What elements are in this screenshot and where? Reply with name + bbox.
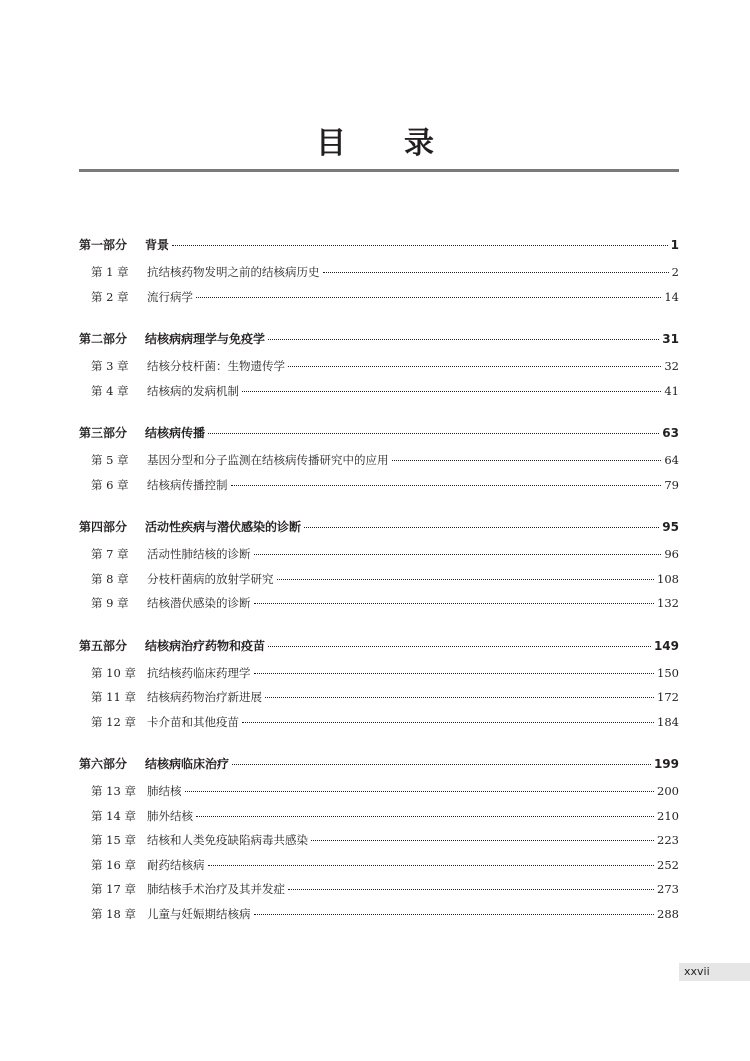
leader-dots (172, 245, 668, 246)
entry-title: 结核潜伏感染的诊断 (147, 596, 251, 610)
entry-page: 64 (664, 453, 679, 467)
leader-dots (254, 673, 655, 674)
toc-chapter-entry[interactable] (79, 906, 679, 931)
toc-chapter-entry[interactable] (79, 264, 679, 289)
num: 第 13 章 (91, 784, 136, 798)
num: 第 12 章 (91, 714, 136, 729)
num: 第 3 章 (91, 359, 129, 373)
num: 第 4 章 (91, 383, 129, 398)
entry-page: 288 (657, 906, 679, 921)
entry-title: 背景 (145, 238, 170, 252)
num: 第一部分 (79, 238, 128, 252)
toc-chapter-entry[interactable] (79, 595, 679, 620)
num: 第 8 章 (91, 571, 129, 586)
page-number: xxvii (684, 965, 710, 978)
entry-title: 抗结核药临床药理学 (147, 665, 251, 680)
entry-title: 结核病药物治疗新进展 (147, 690, 262, 704)
num: 第 15 章 (91, 833, 136, 847)
toc-chapter-entry[interactable] (79, 477, 679, 502)
leader-dots (268, 339, 659, 340)
leader-dots (277, 579, 655, 580)
toc-part-entry[interactable] (79, 518, 679, 542)
entry-title: 分枝杆菌病的放射学研究 (147, 571, 274, 586)
num: 第 9 章 (91, 596, 129, 610)
leader-dots (208, 865, 655, 866)
toc-chapter-entry[interactable] (79, 808, 679, 833)
leader-dots (392, 460, 662, 461)
num: 第 6 章 (91, 477, 129, 492)
entry-title: 耐药结核病 (147, 857, 205, 872)
num: 第 7 章 (91, 547, 129, 561)
leader-dots (196, 816, 654, 817)
toc-chapter-entry[interactable] (79, 857, 679, 882)
leader-dots (254, 603, 655, 604)
toc-chapter-entry[interactable] (79, 546, 679, 571)
toc-chapter-entry[interactable] (79, 783, 679, 808)
entry-title: 结核病传播控制 (147, 477, 228, 492)
entry-page: 200 (657, 784, 679, 798)
entry-title: 肺结核 (147, 784, 182, 798)
leader-dots (254, 914, 655, 915)
toc-chapter-entry[interactable] (79, 714, 679, 739)
title-rule (79, 169, 679, 172)
entry-title: 抗结核药物发明之前的结核病历史 (147, 265, 320, 279)
toc-part-entry[interactable] (79, 637, 679, 661)
num: 第 17 章 (91, 882, 136, 896)
leader-dots (311, 840, 654, 841)
toc-part-entry[interactable] (79, 330, 679, 354)
num: 第 10 章 (91, 665, 136, 680)
entry-title: 儿童与妊娠期结核病 (147, 906, 251, 921)
num: 第四部分 (79, 520, 128, 534)
page-title: 目录 (316, 126, 492, 161)
entry-title: 结核病的发病机制 (147, 383, 239, 398)
entry-page: 150 (657, 665, 679, 680)
page-number-tab (679, 963, 750, 981)
leader-dots (196, 297, 661, 298)
entry-title: 肺结核手术治疗及其并发症 (147, 882, 285, 896)
leader-dots (288, 889, 654, 890)
entry-page: 252 (657, 857, 679, 872)
leader-dots (268, 646, 651, 647)
num: 第 18 章 (91, 906, 136, 921)
entry-page: 108 (657, 571, 679, 586)
leader-dots (185, 791, 655, 792)
toc-chapter-entry[interactable] (79, 289, 679, 314)
num: 第六部分 (79, 757, 128, 771)
num: 第 16 章 (91, 857, 136, 872)
leader-dots (242, 722, 654, 723)
entry-page: 172 (657, 690, 679, 704)
entry-title: 结核病临床治疗 (145, 757, 230, 771)
leader-dots (304, 527, 659, 528)
toc-chapter-entry[interactable] (79, 358, 679, 383)
leader-dots (242, 391, 661, 392)
entry-page: 2 (671, 265, 679, 279)
entry-page: 14 (664, 289, 679, 304)
entry-page: 32 (664, 359, 679, 373)
leader-dots (265, 697, 654, 698)
entry-title: 肺外结核 (147, 808, 193, 823)
leader-dots (254, 554, 662, 555)
leader-dots (231, 485, 662, 486)
leader-dots (232, 764, 651, 765)
entry-page: 273 (657, 882, 679, 896)
num: 第 1 章 (91, 265, 129, 279)
entry-title: 基因分型和分子监测在结核病传播研究中的应用 (147, 453, 389, 467)
num: 第 14 章 (91, 808, 136, 823)
entry-page: 184 (657, 714, 679, 729)
table-of-contents (79, 236, 679, 930)
toc-chapter-entry[interactable] (79, 383, 679, 408)
entry-title: 流行病学 (147, 289, 193, 304)
toc-chapter-entry[interactable] (79, 665, 679, 690)
entry-page: 79 (664, 477, 679, 492)
num: 第五部分 (79, 638, 128, 653)
num: 第 2 章 (91, 289, 129, 304)
entry-page: 199 (653, 757, 679, 771)
leader-dots (208, 433, 659, 434)
entry-title: 卡介苗和其他疫苗 (147, 714, 239, 729)
toc-chapter-entry[interactable] (79, 571, 679, 596)
entry-title: 结核和人类免疫缺陷病毒共感染 (147, 833, 308, 847)
num: 第 5 章 (91, 453, 129, 467)
entry-page: 95 (662, 520, 679, 534)
entry-page: 132 (657, 596, 679, 610)
entry-page: 96 (664, 547, 679, 561)
toc-chapter-entry[interactable] (79, 452, 679, 477)
toc-part-entry[interactable] (79, 755, 679, 779)
entry-title: 结核病传播 (145, 426, 206, 440)
toc-chapter-entry[interactable] (79, 832, 679, 857)
entry-page: 223 (657, 833, 679, 847)
leader-dots (288, 366, 661, 367)
num: 第 11 章 (91, 690, 136, 704)
entry-title: 结核病治疗药物和疫苗 (145, 638, 266, 653)
entry-page: 149 (653, 638, 679, 653)
entry-title: 活动性疾病与潜伏感染的诊断 (145, 520, 302, 534)
entry-page: 210 (657, 808, 679, 823)
entry-page: 31 (662, 332, 679, 346)
entry-page: 63 (662, 426, 679, 440)
entry-page: 1 (670, 238, 679, 252)
toc-part-entry[interactable] (79, 236, 679, 260)
num: 第三部分 (79, 426, 128, 440)
entry-page: 41 (664, 383, 679, 398)
entry-title: 结核病病理学与免疫学 (145, 332, 266, 346)
entry-title: 结核分枝杆菌：生物遗传学 (147, 359, 285, 373)
entry-title: 活动性肺结核的诊断 (147, 547, 251, 561)
toc-part-entry[interactable] (79, 424, 679, 448)
leader-dots (323, 272, 669, 273)
toc-chapter-entry[interactable] (79, 689, 679, 714)
num: 第二部分 (79, 332, 128, 346)
toc-chapter-entry[interactable] (79, 881, 679, 906)
